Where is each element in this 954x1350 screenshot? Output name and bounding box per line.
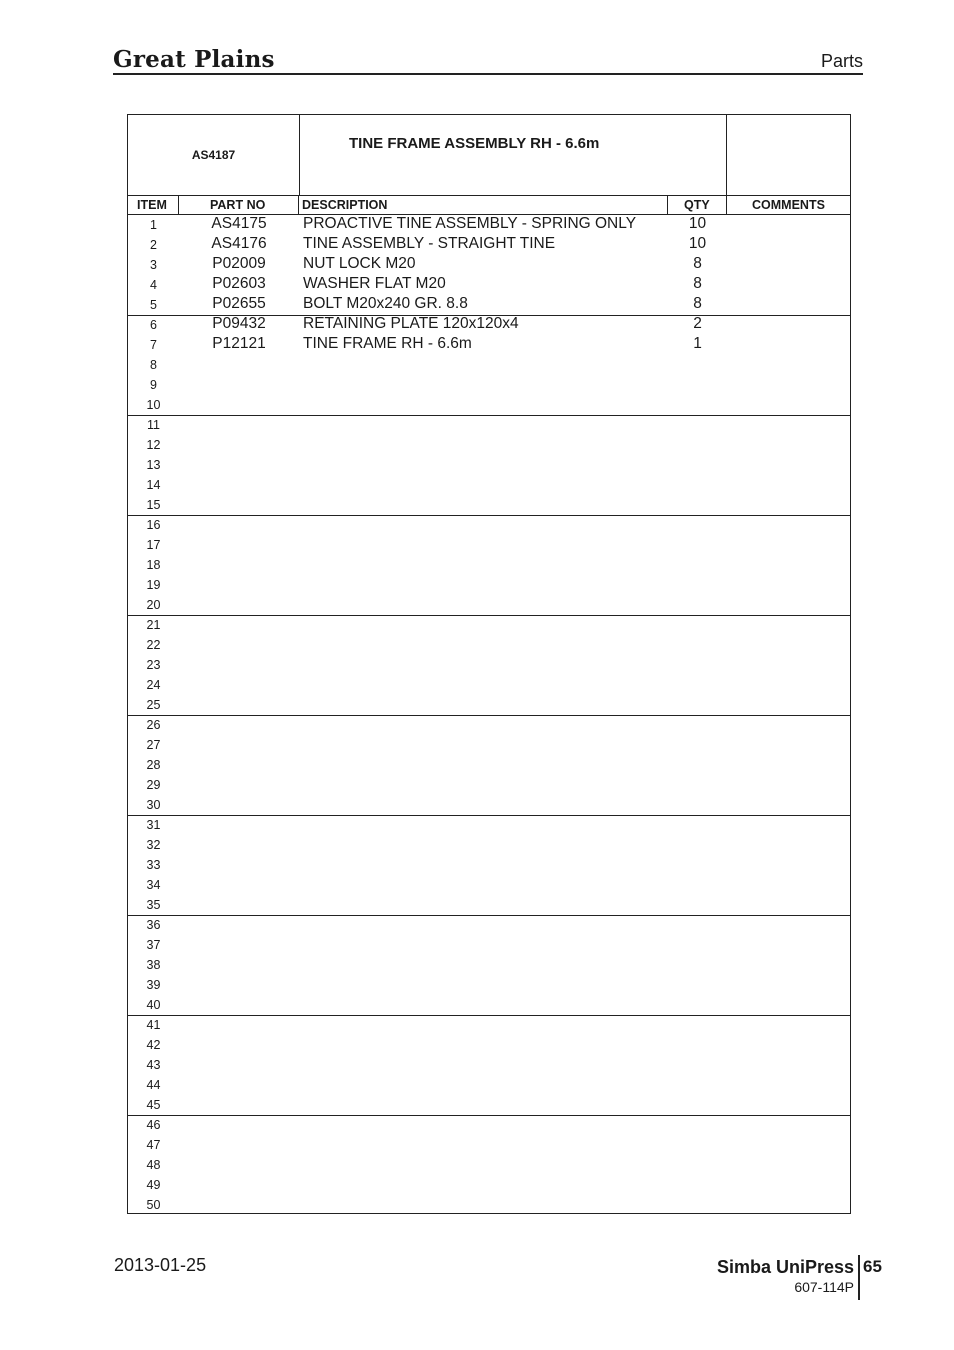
part-quantity: 10 <box>688 215 707 232</box>
item-number: 49 <box>146 1178 161 1192</box>
item-number: 44 <box>146 1078 161 1092</box>
item-number: 38 <box>146 958 161 972</box>
table-row <box>128 1015 850 1035</box>
part-number: P02603 <box>212 275 266 292</box>
vline-item <box>178 195 179 215</box>
item-number: 41 <box>146 1018 161 1032</box>
table-row <box>128 775 850 795</box>
part-description: WASHER FLAT M20 <box>303 275 446 292</box>
table-row <box>128 395 850 415</box>
table-row <box>128 335 850 355</box>
table-row <box>128 975 850 995</box>
table-row <box>128 735 850 755</box>
part-number: P12121 <box>212 335 266 352</box>
item-number: 26 <box>146 718 161 732</box>
table-row <box>128 655 850 675</box>
table-row <box>128 855 850 875</box>
footer-model: Simba UniPress <box>716 1257 854 1277</box>
table-row <box>128 475 850 495</box>
part-quantity: 10 <box>688 235 707 252</box>
table-row <box>128 1075 850 1095</box>
item-number: 1 <box>150 218 157 232</box>
table-row <box>128 815 850 835</box>
part-number: AS4175 <box>211 215 267 232</box>
item-number: 27 <box>146 738 161 752</box>
item-number: 2 <box>150 238 157 252</box>
table-row <box>128 595 850 615</box>
item-number: 40 <box>146 998 161 1012</box>
table-row <box>128 435 850 455</box>
item-number: 35 <box>146 898 161 912</box>
table-row <box>128 795 850 815</box>
table-row <box>128 915 850 935</box>
item-number: 39 <box>146 978 161 992</box>
table-row <box>128 455 850 475</box>
item-number: 3 <box>150 258 157 272</box>
item-number: 12 <box>146 438 161 452</box>
item-number: 15 <box>146 498 161 512</box>
item-number: 23 <box>146 658 161 672</box>
item-number: 29 <box>146 778 161 792</box>
assembly-code: AS4187 <box>191 148 236 162</box>
table-row <box>128 935 850 955</box>
header-rule <box>113 73 863 75</box>
item-number: 13 <box>146 458 161 472</box>
footer-doc-number: 607-114P <box>794 1279 854 1295</box>
part-number: AS4176 <box>211 235 267 252</box>
item-number: 20 <box>146 598 161 612</box>
item-number: 43 <box>146 1058 161 1072</box>
table-row <box>128 615 850 635</box>
table-row <box>128 895 850 915</box>
table-row <box>128 995 850 1015</box>
col-description: DESCRIPTION <box>302 198 388 212</box>
part-number: P02655 <box>212 295 266 312</box>
table-row <box>128 415 850 435</box>
table-row <box>128 255 850 275</box>
part-number: P09432 <box>212 315 266 332</box>
part-description: TINE FRAME RH - 6.6m <box>303 335 472 352</box>
item-number: 47 <box>146 1138 161 1152</box>
item-number: 21 <box>146 618 161 632</box>
col-part-no: PART NO <box>210 198 266 212</box>
table-row <box>128 575 850 595</box>
table-row <box>128 675 850 695</box>
vline-part <box>298 195 299 215</box>
table-row <box>128 1055 850 1075</box>
item-number: 11 <box>147 418 160 432</box>
item-number: 48 <box>146 1158 161 1172</box>
part-quantity: 2 <box>693 315 702 332</box>
col-comments: COMMENTS <box>752 198 825 212</box>
item-number: 4 <box>150 278 157 292</box>
col-qty: QTY <box>684 198 710 212</box>
item-number: 9 <box>150 378 157 392</box>
item-number: 5 <box>150 298 157 312</box>
table-row <box>128 295 850 315</box>
footer-divider <box>858 1255 860 1300</box>
table-row <box>128 215 850 235</box>
part-quantity: 1 <box>693 335 702 352</box>
item-number: 17 <box>146 538 161 552</box>
table-row <box>128 1195 850 1215</box>
table-row <box>128 515 850 535</box>
table-row <box>128 1095 850 1115</box>
vline-qty <box>726 115 727 215</box>
assembly-blank-cell <box>727 115 850 195</box>
item-number: 31 <box>146 818 161 832</box>
item-number: 28 <box>146 758 161 772</box>
item-number: 24 <box>146 678 161 692</box>
table-row <box>128 695 850 715</box>
brand-logo: Great Plains <box>113 46 275 73</box>
part-quantity: 8 <box>693 255 702 272</box>
part-description: NUT LOCK M20 <box>303 255 416 272</box>
part-number: P02009 <box>212 255 266 272</box>
table-row <box>128 1175 850 1195</box>
table-row <box>128 755 850 775</box>
item-number: 18 <box>146 558 161 572</box>
table-row <box>128 535 850 555</box>
part-description: PROACTIVE TINE ASSEMBLY - SPRING ONLY <box>303 215 637 232</box>
table-row <box>128 835 850 855</box>
footer-date: 2013-01-25 <box>114 1255 207 1275</box>
part-quantity: 8 <box>693 295 702 312</box>
table-row <box>128 555 850 575</box>
item-number: 6 <box>150 318 157 332</box>
item-number: 45 <box>146 1098 161 1112</box>
column-header-row <box>128 195 850 215</box>
table-row <box>128 635 850 655</box>
table-row <box>128 375 850 395</box>
table-row <box>128 955 850 975</box>
table-row <box>128 1035 850 1055</box>
item-number: 25 <box>146 698 161 712</box>
table-row <box>128 275 850 295</box>
assembly-title: TINE FRAME ASSEMBLY RH - 6.6m <box>299 115 727 195</box>
part-quantity: 8 <box>693 275 702 292</box>
part-description: BOLT M20x240 GR. 8.8 <box>303 295 468 312</box>
table-row <box>128 1115 850 1135</box>
vline-desc <box>667 195 668 215</box>
section-label: Parts <box>820 51 863 71</box>
table-row <box>128 1135 850 1155</box>
item-number: 32 <box>146 838 161 852</box>
table-row <box>128 235 850 255</box>
part-description: RETAINING PLATE 120x120x4 <box>303 315 519 332</box>
item-number: 34 <box>146 878 161 892</box>
table-row <box>128 495 850 515</box>
item-number: 22 <box>146 638 161 652</box>
table-row <box>128 355 850 375</box>
item-number: 42 <box>146 1038 161 1052</box>
item-number: 16 <box>146 518 161 532</box>
item-number: 7 <box>150 338 157 352</box>
item-number: 36 <box>146 918 161 932</box>
footer-page-number: 65 <box>863 1257 882 1276</box>
item-number: 50 <box>146 1198 161 1212</box>
item-number: 46 <box>146 1118 161 1132</box>
item-number: 37 <box>146 938 161 952</box>
table-row <box>128 1155 850 1175</box>
item-number: 30 <box>146 798 161 812</box>
table-row <box>128 875 850 895</box>
item-number: 8 <box>150 358 157 372</box>
part-description: TINE ASSEMBLY - STRAIGHT TINE <box>303 235 556 252</box>
item-number: 33 <box>146 858 161 872</box>
item-number: 14 <box>146 478 161 492</box>
item-number: 19 <box>146 578 161 592</box>
table-row <box>128 715 850 735</box>
col-item: ITEM <box>137 198 167 212</box>
item-number: 10 <box>146 398 161 412</box>
parts-sheet <box>127 114 851 1214</box>
table-row <box>128 315 850 335</box>
